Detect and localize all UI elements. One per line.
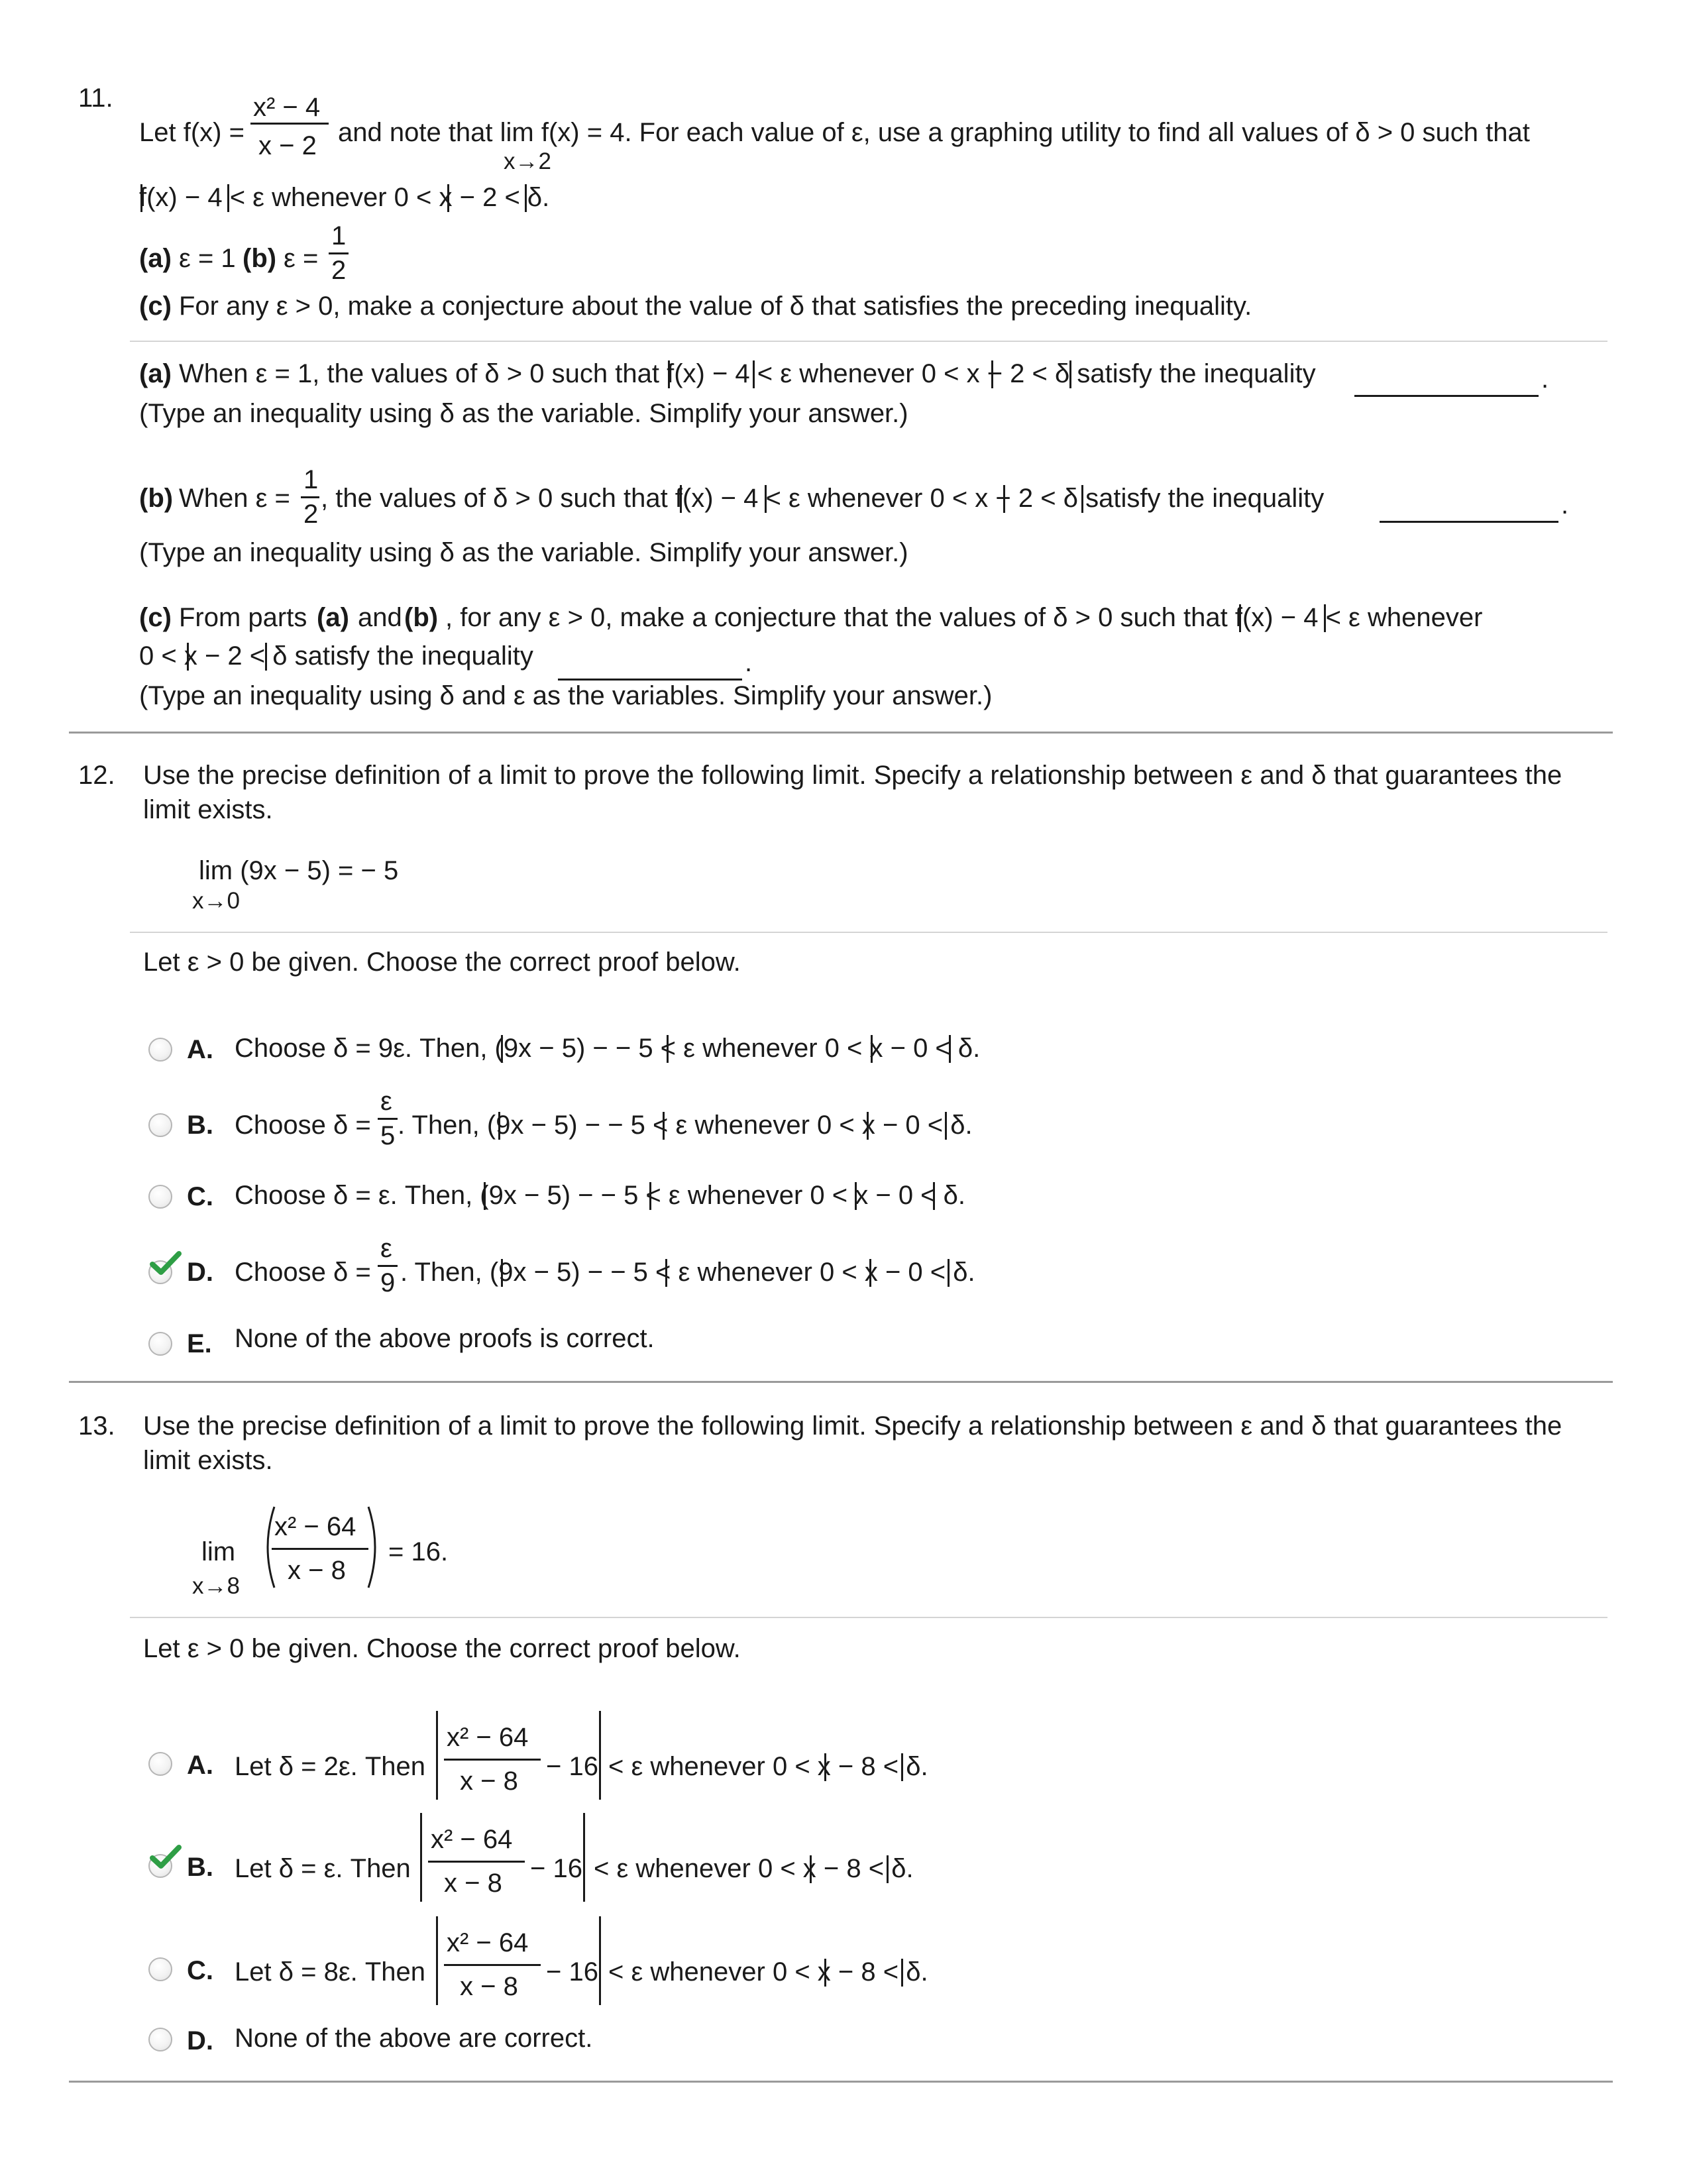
q13-option-b-fraction-bar [428, 1861, 525, 1863]
q12-option-d-numerator: ε [380, 1234, 392, 1263]
abs-bar [649, 1182, 651, 1210]
q13-option-a-pre[interactable]: Let δ = 2ε. Then [235, 1752, 426, 1781]
q11-fraction-denominator: x − 2 [258, 131, 317, 160]
q13-option-a-numerator: x² − 64 [447, 1723, 529, 1752]
q11-answer-c-label: (c) [139, 603, 172, 632]
abs-bar [599, 1711, 601, 1800]
abs-bar [765, 485, 767, 513]
abs-bar [933, 1182, 935, 1210]
abs-bar [583, 1813, 585, 1902]
q13-option-a-post[interactable]: < ε whenever 0 < x − 8 < δ. [608, 1752, 928, 1781]
q13-option-a-radio[interactable] [148, 1752, 172, 1776]
q13-option-d-radio[interactable] [148, 2028, 172, 2051]
q12-instruction: Let ε > 0 be given. Choose the correct proof below. [143, 948, 741, 977]
q13-option-c-fraction-bar [444, 1964, 541, 1966]
q13-option-b-letter: B. [187, 1853, 213, 1882]
q12-option-c-radio[interactable] [148, 1185, 172, 1209]
abs-bar [824, 1959, 826, 1987]
q13-equals: = 16. [388, 1537, 449, 1566]
checkmark-icon [150, 1250, 182, 1276]
abs-bar [901, 1753, 903, 1781]
abs-bar [824, 1753, 826, 1781]
q11-answer-b-hint: (Type an inequality using δ as the variable. Simplify your answer.) [139, 538, 908, 567]
q11-part-a-label: (a) [139, 244, 172, 273]
abs-bar [948, 1259, 950, 1287]
q11-part-a-text: ε = 1 [179, 244, 236, 273]
abs-bar [945, 1112, 947, 1140]
divider [130, 341, 1607, 342]
abs-bar [484, 1182, 486, 1210]
q13-option-b-pre[interactable]: Let δ = ε. Then [235, 1854, 411, 1883]
q11-let: Let f(x) = [139, 118, 245, 147]
q12-option-c-letter: C. [187, 1182, 213, 1211]
q12-option-b-numerator: ε [380, 1087, 392, 1116]
q11-condition: f(x) − 4 < ε whenever 0 < x − 2 < δ. [139, 183, 550, 212]
q12-number: 12. [78, 761, 115, 790]
abs-bar [680, 485, 682, 513]
abs-bar [1324, 604, 1326, 632]
q13-option-b-numerator: x² − 64 [431, 1825, 513, 1854]
period: . [1561, 490, 1569, 519]
q12-option-e-radio[interactable] [148, 1332, 172, 1356]
abs-bar [599, 1916, 601, 2005]
q13-option-a-letter: A. [187, 1751, 213, 1780]
abs-bar [525, 184, 527, 212]
q11-statement: and note that lim f(x) = 4. For each value of ε, use a graphing utility to find all values of δ > 0 such that [338, 118, 1530, 147]
q12-option-e-letter: E. [187, 1329, 212, 1358]
abs-bar [265, 643, 267, 671]
q13-option-a-denominator: x − 8 [460, 1767, 518, 1796]
abs-bar [810, 1855, 812, 1883]
q13-limit-label: lim [201, 1537, 236, 1566]
answer-b-input[interactable] [1380, 521, 1558, 523]
q11-answer-b-label: (b) [139, 484, 174, 513]
q13-option-c-post[interactable]: < ε whenever 0 < x − 8 < δ. [608, 1957, 928, 1987]
q13-fraction-bar [272, 1548, 368, 1550]
q11-answer-c-t1: From parts [179, 603, 307, 632]
abs-bar [753, 360, 755, 388]
abs-bar [501, 1035, 503, 1063]
question-divider [69, 732, 1613, 734]
abs-bar [447, 184, 449, 212]
q13-option-c-numerator: x² − 64 [447, 1928, 529, 1957]
q12-option-d-letter: D. [187, 1258, 213, 1287]
answer-a-input[interactable] [1354, 395, 1539, 397]
q11-answer-b-half-denominator: 2 [303, 500, 319, 529]
q11-answer-b-text: , the values of δ > 0 such that f(x) − 4 < ε whenever 0 < x − 2 < δ satisfy the inequality [321, 484, 1325, 513]
abs-bar [949, 1035, 951, 1063]
q13-option-b-mid: − 16 [530, 1854, 582, 1883]
abs-bar [498, 1112, 500, 1140]
q11-answer-c-t2: and [358, 603, 402, 632]
abs-bar [420, 1813, 422, 1902]
q11-part-c-label: (c) [139, 292, 172, 321]
abs-bar [436, 1711, 438, 1800]
q11-part-c-text: For any ε > 0, make a conjecture about the value of δ that satisfies the preceding inequality. [179, 292, 1252, 321]
abs-bar [991, 360, 993, 388]
q12-option-c-text[interactable]: Choose δ = ε. Then, (9x − 5) − − 5 < ε whenever 0 < x − 0 < δ. [235, 1181, 966, 1210]
period: . [745, 648, 753, 677]
q13-fraction-numerator: x² − 64 [274, 1512, 356, 1541]
q12-option-b-radio[interactable] [148, 1113, 172, 1137]
q11-answer-c-ref-b: (b) [404, 603, 439, 632]
right-paren [364, 1504, 384, 1590]
q12-prompt-line1: Use the precise definition of a limit to prove the following limit. Specify a relationship between ε and δ that guarantees the [143, 761, 1562, 790]
q13-option-a-fraction-bar [444, 1759, 541, 1761]
abs-bar [665, 1259, 667, 1287]
q13-limit-subscript: x→8 [192, 1573, 240, 1599]
q12-option-a-text[interactable]: Choose δ = 9ε. Then, (9x − 5) − − 5 < ε whenever 0 < x − 0 < δ. [235, 1034, 981, 1063]
q11-half-numerator: 1 [331, 221, 347, 250]
q11-part-b-label: (b) [243, 244, 277, 273]
q11-fraction-numerator: x² − 4 [253, 93, 321, 122]
q12-option-e-text[interactable]: None of the above proofs is correct. [235, 1324, 655, 1353]
abs-bar [855, 1182, 857, 1210]
q12-limit-subscript: x→0 [192, 888, 240, 914]
abs-bar [436, 1916, 438, 2005]
q13-option-c-denominator: x − 8 [460, 1972, 518, 2001]
q13-option-d-text[interactable]: None of the above are correct. [235, 2024, 593, 2053]
question-divider [69, 2081, 1613, 2083]
q13-option-c-letter: C. [187, 1956, 213, 1985]
q11-answer-a-text: When ε = 1, the values of δ > 0 such that f(x) − 4 < ε whenever 0 < x − 2 < δ satisfy the inequality [179, 359, 1316, 388]
q11-answer-a-hint: (Type an inequality using δ as the variable. Simplify your answer.) [139, 399, 908, 428]
abs-bar [187, 643, 189, 671]
abs-bar [1239, 604, 1241, 632]
q11-answer-c-hint: (Type an inequality using δ and ε as the variables. Simplify your answer.) [139, 681, 993, 710]
abs-bar [1069, 360, 1071, 388]
q11-answer-c-t3: , for any ε > 0, make a conjecture that the values of δ > 0 such that f(x) − 4 < ε whenever [445, 603, 1483, 632]
q12-option-d-pre[interactable]: Choose δ = [235, 1258, 371, 1287]
period: . [1541, 364, 1549, 394]
q12-option-a-radio[interactable] [148, 1038, 172, 1062]
abs-bar [668, 360, 670, 388]
question-divider [69, 1381, 1613, 1383]
q13-prompt-line2: limit exists. [143, 1446, 273, 1475]
abs-bar [663, 1112, 665, 1140]
q11-answer-a-label: (a) [139, 359, 172, 388]
q12-option-b-post[interactable]: . Then, (9x − 5) − − 5 < ε whenever 0 < x − 0 < δ. [398, 1111, 973, 1140]
abs-bar [901, 1959, 903, 1987]
divider [130, 1617, 1607, 1618]
q13-option-d-letter: D. [187, 2026, 213, 2055]
q12-option-d-denominator: 9 [380, 1268, 396, 1297]
checkmark-icon [150, 1843, 182, 1870]
abs-bar [501, 1259, 503, 1287]
abs-bar [869, 1259, 871, 1287]
q11-part-b-text: ε = [284, 244, 319, 273]
q12-prompt-line2: limit exists. [143, 795, 273, 824]
q12-limit-expression: lim (9x − 5) = − 5 [199, 856, 399, 885]
abs-bar [667, 1035, 669, 1063]
abs-bar [1081, 485, 1083, 513]
q11-fraction-bar [250, 123, 329, 125]
q11-answer-c-line2: 0 < x − 2 < δ satisfy the inequality [139, 641, 533, 671]
q12-option-b-pre[interactable]: Choose δ = [235, 1111, 371, 1140]
q13-option-c-mid: − 16 [546, 1957, 598, 1987]
q13-option-b-post[interactable]: < ε whenever 0 < x − 8 < δ. [594, 1854, 914, 1883]
divider [130, 932, 1607, 933]
abs-bar [867, 1112, 869, 1140]
q13-option-c-pre[interactable]: Let δ = 8ε. Then [235, 1957, 426, 1987]
q11-number: 11. [78, 83, 113, 113]
q13-option-a-mid: − 16 [546, 1752, 598, 1781]
abs-bar [140, 184, 142, 212]
abs-bar [887, 1855, 889, 1883]
q11-limit-subscript: x→2 [504, 148, 551, 174]
q11-half-denominator: 2 [331, 256, 347, 285]
q11-answer-b-half-numerator: 1 [303, 465, 319, 494]
abs-bar [227, 184, 229, 212]
q13-fraction-denominator: x − 8 [288, 1556, 346, 1585]
q12-option-b-letter: B. [187, 1111, 213, 1140]
q13-number: 13. [78, 1411, 115, 1441]
q12-option-a-letter: A. [187, 1035, 213, 1064]
abs-bar [1003, 485, 1005, 513]
q11-answer-b-pre: When ε = [179, 484, 290, 513]
q12-option-d-post[interactable]: . Then, (9x − 5) − − 5 < ε whenever 0 < x − 0 < δ. [400, 1258, 975, 1287]
q11-answer-c-ref-a: (a) [317, 603, 349, 632]
q12-option-b-denominator: 5 [380, 1121, 396, 1150]
q13-instruction: Let ε > 0 be given. Choose the correct proof below. [143, 1634, 741, 1663]
q13-option-b-denominator: x − 8 [444, 1869, 502, 1898]
q13-prompt-line1: Use the precise definition of a limit to prove the following limit. Specify a relationship between ε and δ that guarantees the [143, 1411, 1562, 1441]
q13-option-c-radio[interactable] [148, 1957, 172, 1981]
abs-bar [871, 1035, 873, 1063]
